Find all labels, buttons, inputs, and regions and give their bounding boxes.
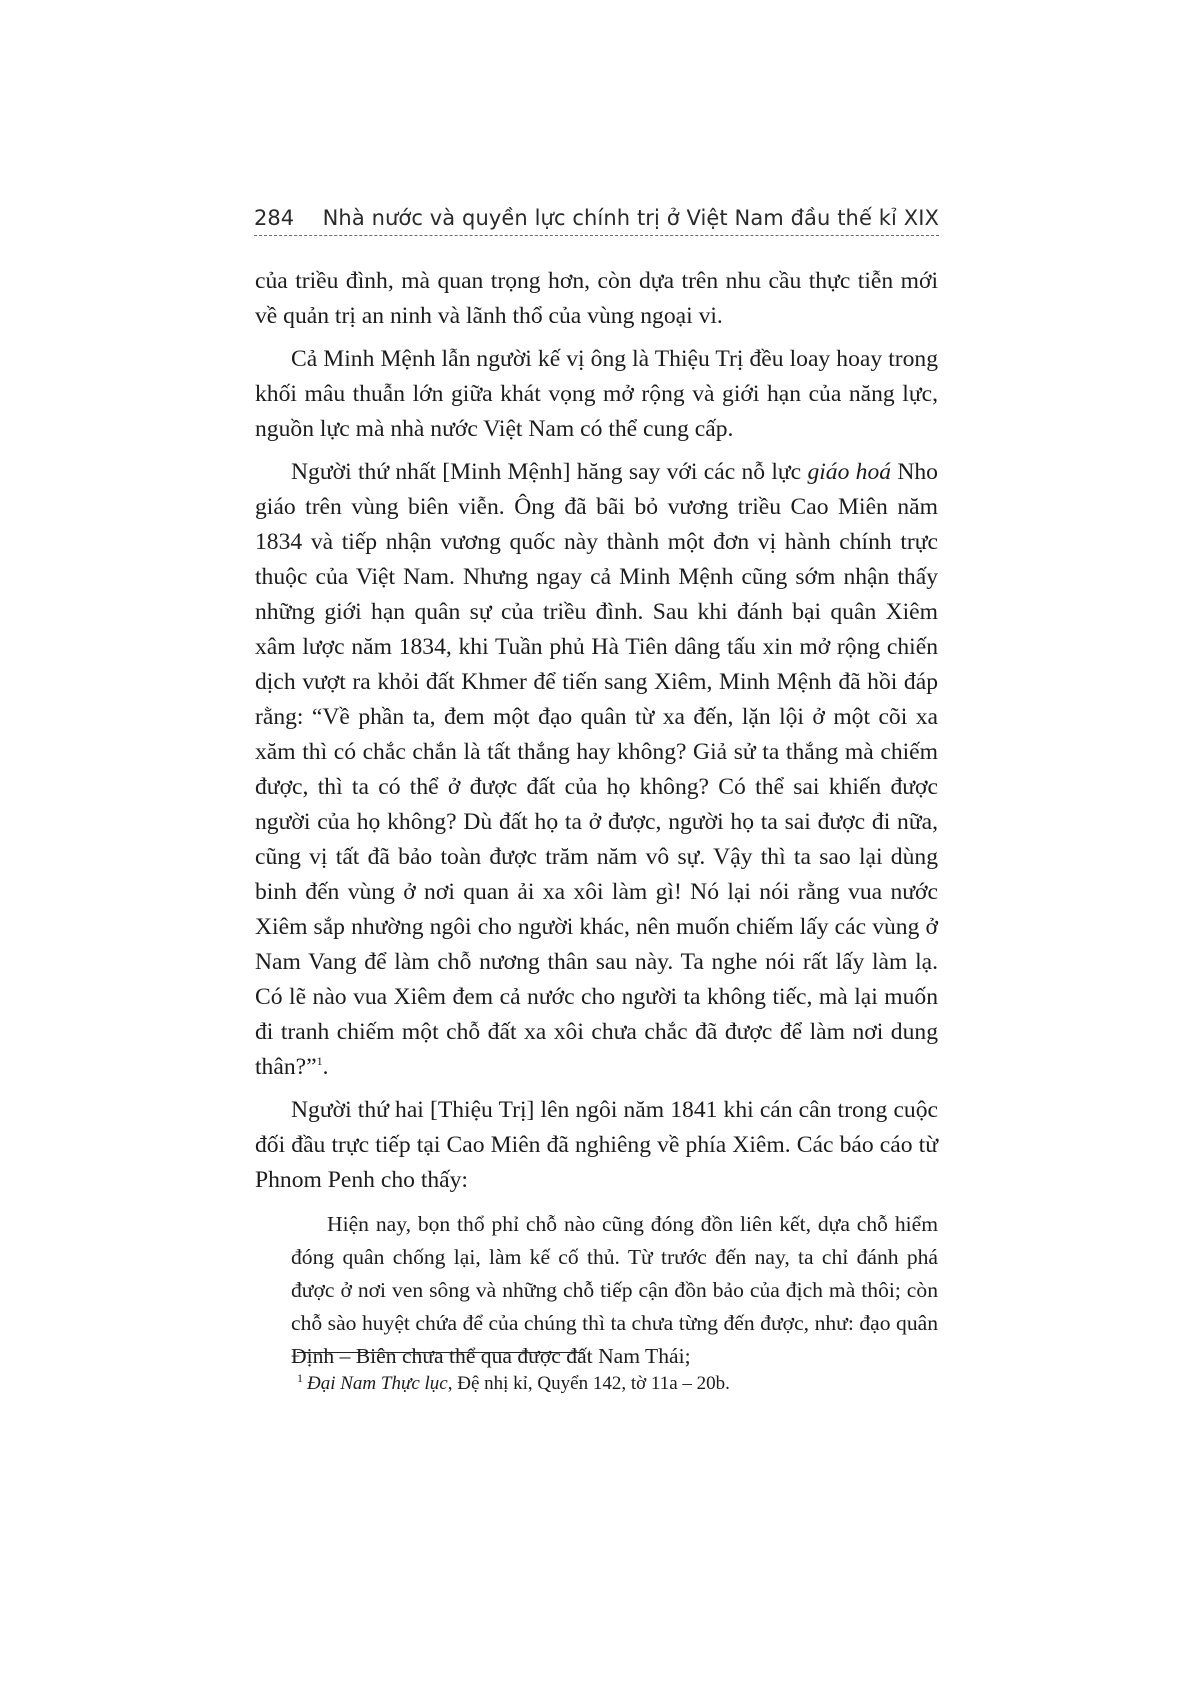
footnote-divider — [297, 1352, 584, 1353]
footnote — [297, 1370, 937, 1398]
paragraph-thieu-tri: Người thứ hai [Thiệu Trị] lên ngôi năm 1841 khi cán cân trong cuộc đối đầu trực tiếp tại Cao Miên đã nghiêng về phía Xiêm. Các báo cáo từ Phnom Penh cho thấy: — [255, 1097, 938, 1193]
paragraph-continuation: của triều đình, mà quan trọng hơn, còn dựa trên nhu cầu thực tiễn mới về quản trị an ninh và lãnh thổ của vùng ngoại vi. — [255, 268, 938, 329]
paragraph-text: . — [322, 1054, 329, 1080]
block-quote: Hiện nay, bọn thổ phỉ chỗ nào cũng đóng đồn liên kết, dựa chỗ hiểm đóng quân chống lại, làm kế cố thủ. Từ trước đến nay, ta chỉ đánh phá được ở nơi ven sông và những chỗ tiếp cận đồn bảo của địch mà thôi; còn chỗ sào huyệt chứa để của chúng thì ta chưa từng đến được, như: đạo quân Định – Biên chưa thể qua được đất Nam Thái; — [291, 1212, 938, 1368]
page-number: 284 — [254, 206, 295, 230]
paragraph-text: Nho giáo trên vùng biên viễn. Ông đã bãi bỏ vương triều Cao Miên năm 1834 và tiếp nhận vương quốc này thành một đơn vị hành chính trực thuộc của Việt Nam. Nhưng ngay cả Minh Mệnh cũng sớm nhận thấy những giới hạn quân sự của triều đình. Sau khi đánh bại quân Xiêm xâm lược năm 1834, khi Tuần phủ Hà Tiên dâng tấu xin mở rộng chiến dịch vượt ra khỏi đất Khmer để tiến sang Xiêm, Minh Mệnh đã hồi đáp rằng: “Về phần ta, đem một đạo quân từ xa đến, lặn lội ở một cõi xa xăm thì có chắc chắn là tất thắng hay không? Giả sử ta thắng mà chiếm được, thì ta có thể ở được đất của họ không? Có thể sai khiến được người của họ không? Dù đất họ ta ở được, người họ ta sai được đi nữa, cũng vị tất đã bảo toàn được trăm năm vô sự. Vậy thì ta sao lại dùng binh đến vùng ở nơi quan ải xa xôi làm gì! Nó lại nói rằng vua nước Xiêm sắp nhường ngôi cho người khác, nên muốn chiếm lấy các vùng ở Nam Vang để làm chỗ nương thân sau này. Ta nghe nói rất lấy làm lạ. Có lẽ nào vua Xiêm đem cả nước cho người ta không tiếc, mà lại muốn đi tranh chiếm một chỗ đất xa xôi chưa chắc đã được để làm nơi dung thân?” — [255, 459, 938, 1080]
footnote-reference[interactable]: 1 — [316, 1054, 323, 1069]
paragraph: Cả Minh Mệnh lẫn người kế vị ông là Thiệu Trị đều loay hoay trong khối mâu thuẫn lớn giữa khát vọng mở rộng và giới hạn của năng lực, nguồn lực mà nhà nước Việt Nam có thể cung cấp. — [255, 346, 938, 442]
footnote-mark: 1 — [297, 1370, 303, 1385]
footnote-source-title: Đại Nam Thực lục — [307, 1373, 448, 1394]
paragraph-text: Người thứ nhất [Minh Mệnh] hăng say với các nỗ lực — [291, 459, 808, 485]
running-head — [254, 200, 939, 240]
paragraph-minh-menh — [255, 455, 938, 1085]
header-divider — [254, 235, 939, 236]
running-title: Nhà nước và quyền lực chính trị ở Việt Nam đầu thế kỉ XIX — [322, 206, 939, 230]
italic-term: giáo hoá — [807, 459, 892, 485]
main-text — [255, 264, 938, 1373]
footnote-text: , Đệ nhị kỉ, Quyển 142, tờ 11a – 20b. — [447, 1373, 730, 1394]
